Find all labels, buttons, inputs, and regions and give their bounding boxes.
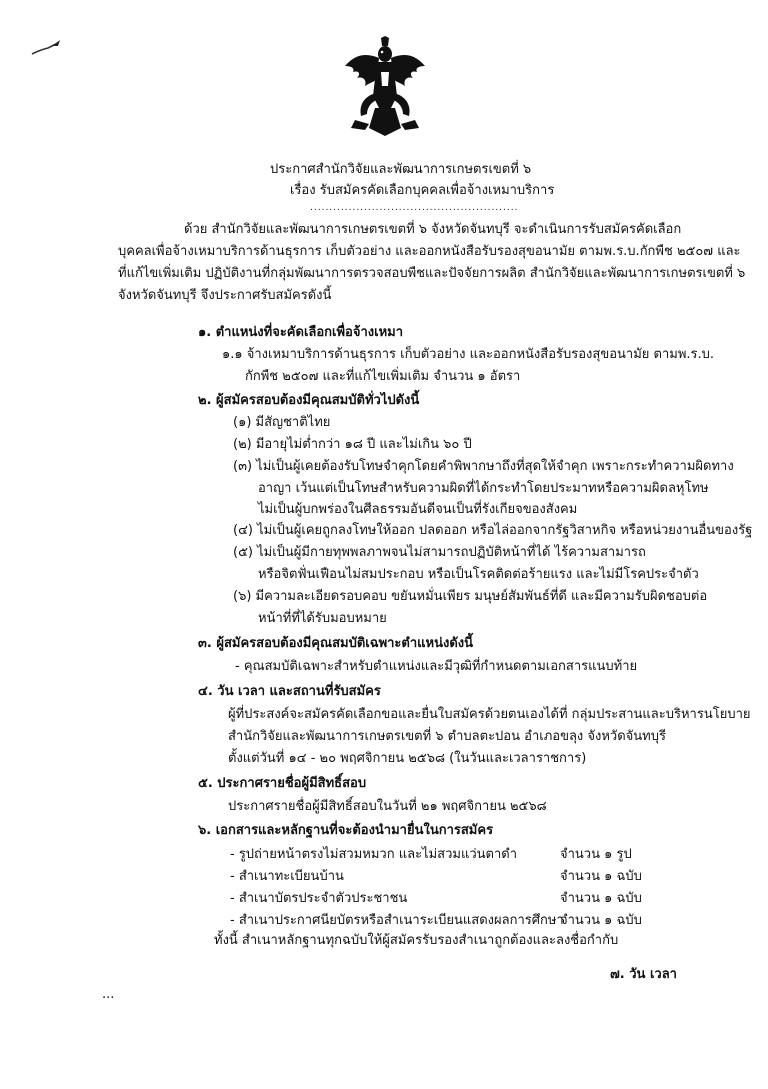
page-subject: เรื่อง รับสมัครคัดเลือกบุคคลเพื่อจ้างเหมาบริการ: [290, 183, 555, 198]
qualification-2: (๒) มีอายุไม่ต่ำกว่า ๑๘ ปี และไม่เกิน ๖๐ ปี: [233, 437, 472, 452]
document-item-label: - รูปถ่ายหน้าตรงไม่สวมหมวก และไม่สวมแว่นตาดำ: [230, 847, 518, 862]
document-item-label: - สำเนาประกาศนียบัตรหรือสำเนาระเบียนแสดงผลการศึกษา: [230, 913, 564, 928]
section-4-heading: ๔. วัน เวลา และสถานที่รับสมัคร: [198, 684, 381, 699]
section-3-heading: ๓. ผู้สมัครสอบต้องมีคุณสมบัติเฉพาะตำแหน่งดังนี้: [198, 636, 474, 651]
qualification-3-line-3: ไม่เป็นผู้บกพร่องในศีลธรรมอันดีจนเป็นที่รังเกียจของสังคม: [258, 502, 578, 517]
section-4-line-2: สำนักวิจัยและพัฒนาการเกษตรเขตที่ ๖ ตำบลตะปอน อำเภอขลุง จังหวัดจันทบุรี: [228, 729, 666, 744]
intro-line-3: ที่แก้ไขเพิ่มเติม ปฏิบัติงานที่กลุ่มพัฒนาการตรวจสอบพืชและปัจจัยการผลิต สำนักวิจัยและพัฒนาการเกษตรเขตที่ ๖: [118, 266, 746, 281]
section-3-line-1: - คุณสมบัติเฉพาะสำหรับตำแหน่งและมีวุฒิที่กำหนดตามเอกสารแนบท้าย: [235, 659, 638, 674]
next-page-heading: ๗. วัน เวลา: [610, 967, 677, 982]
intro-line-1: ด้วย สำนักวิจัยและพัฒนาการเกษตรเขตที่ ๖ จังหวัดจันทบุรี จะดำเนินการรับสมัครคัดเลือก: [184, 222, 682, 237]
section-5-line-1: ประกาศรายชื่อผู้มีสิทธิ์สอบในวันที่ ๒๑ พฤศจิกายน ๒๕๖๘: [228, 799, 547, 814]
document-item-amount: จำนวน ๑ ฉบับ: [560, 869, 642, 884]
qualification-6-line-1: (๖) มีความละเอียดรอบคอบ ขยันหมั่นเพียร มนุษย์สัมพันธ์ที่ดี และมีความรับผิดชอบต่อ: [233, 589, 708, 604]
qualification-5-line-1: (๕) ไม่เป็นผู้มีกายทุพพลภาพจนไม่สามารถปฏิบัติหน้าที่ได้ ไร้ความสามารถ: [233, 545, 646, 560]
section-1-line-1: ๑.๑ จ้างเหมาบริการด้านธุรการ เก็บตัวอย่าง และออกหนังสือรับรองสุขอนามัย ตามพ.ร.บ.: [222, 347, 715, 362]
qualification-1: (๑) มีสัญชาติไทย: [233, 415, 331, 430]
document-item-amount: จำนวน ๑ ฉบับ: [560, 913, 642, 928]
garuda-emblem-icon: [341, 36, 429, 136]
qualification-3-line-2: อาญา เว้นแต่เป็นโทษสำหรับความผิดที่ได้กระทำโดยประมาทหรือความผิดลหุโทษ: [258, 481, 709, 496]
scan-mark: [30, 36, 64, 58]
qualification-5-line-2: หรือจิตฟั่นเฟือนไม่สมประกอบ หรือเป็นโรคติดต่อร้ายแรง และไม่มีโรคประจำตัว: [258, 567, 699, 582]
section-6-heading: ๖. เอกสารและหลักฐานที่จะต้องนำมายื่นในการสมัคร: [198, 823, 494, 838]
section-2-heading: ๒. ผู้สมัครสอบต้องมีคุณสมบัติทั่วไปดังนี้: [198, 393, 420, 408]
document-item-label: - สำเนาบัตรประจำตัวประชาชน: [230, 891, 408, 906]
section-5-heading: ๕. ประกาศรายชื่อผู้มีสิทธิ์สอบ: [198, 776, 367, 791]
document-item-amount: จำนวน ๑ ฉบับ: [560, 891, 642, 906]
page-title: ประกาศสำนักวิจัยและพัฒนาการเกษตรเขตที่ ๖: [270, 162, 532, 177]
section-4-line-1: ผู้ที่ประสงค์จะสมัครคัดเลือกขอและยื่นใบสมัครด้วยตนเองได้ที่ กลุ่มประสานและบริหารนโยบาย: [228, 707, 751, 722]
section-1-heading: ๑. ตำแหน่งที่จะคัดเลือกเพื่อจ้างเหมา: [198, 325, 404, 340]
section-6-note: ทั้งนี้ สำเนาหลักฐานทุกฉบับให้ผู้สมัครรับรองสำเนาถูกต้องและลงชื่อกำกับ: [214, 933, 619, 948]
document-item-label: - สำเนาทะเบียนบ้าน: [230, 869, 344, 884]
intro-line-2: บุคคลเพื่อจ้างเหมาบริการด้านธุรการ เก็บตัวอย่าง และออกหนังสือรับรองสุขอนามัย ตามพ.ร.บ.กักพืช ๒๕๐๗ และ: [118, 244, 741, 259]
qualification-3-line-1: (๓) ไม่เป็นผู้เคยต้องรับโทษจำคุกโดยคำพิพากษาถึงที่สุดให้จำคุก เพราะกระทำความผิดทาง: [233, 459, 734, 474]
footer-ellipsis: ...: [102, 987, 115, 1002]
intro-line-4: จังหวัดจันทบุรี จึงประกาศรับสมัครดังนี้: [118, 288, 332, 303]
qualification-4: (๔) ไม่เป็นผู้เคยถูกลงโทษให้ออก ปลดออก หรือไล่ออกจากรัฐวิสาหกิจ หรือหน่วยงานอื่นของรัฐ: [233, 523, 753, 538]
qualification-6-line-2: หน้าที่ที่ได้รับมอบหมาย: [258, 611, 387, 626]
document-item-amount: จำนวน ๑ รูป: [560, 847, 632, 862]
header-divider: ......................................................: [310, 203, 519, 213]
section-1-line-2: กักพืช ๒๕๐๗ และที่แก้ไขเพิ่มเติม จำนวน ๑ อัตรา: [245, 369, 521, 384]
section-4-line-3: ตั้งแต่วันที่ ๑๔ - ๒๐ พฤศจิกายน ๒๕๖๘ (ในวันและเวลาราชการ): [228, 751, 587, 766]
